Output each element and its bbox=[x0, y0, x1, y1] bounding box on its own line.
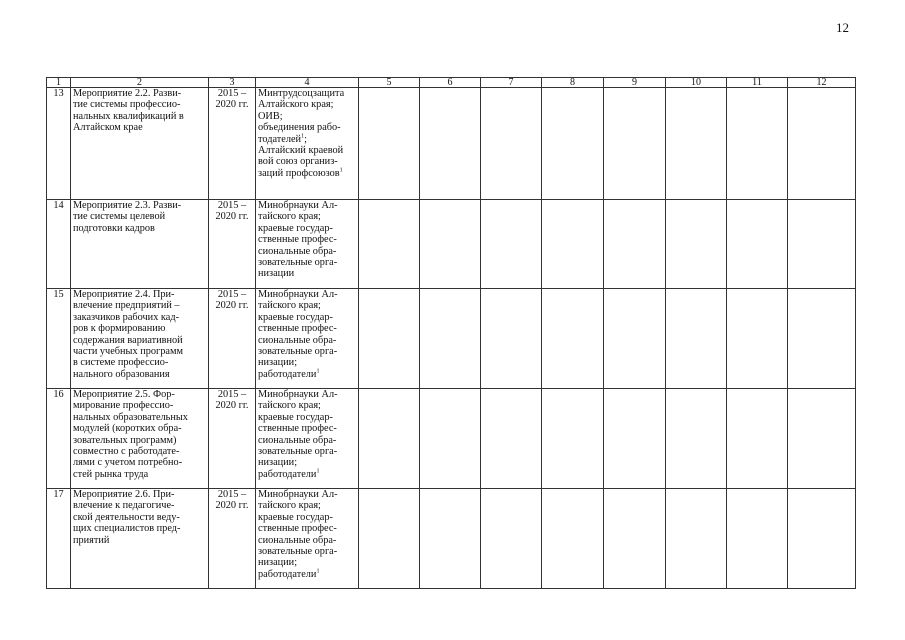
footnote-mark: 1 bbox=[301, 133, 305, 140]
empty-cell bbox=[788, 88, 856, 200]
empty-cell bbox=[727, 88, 788, 200]
table-row bbox=[47, 389, 856, 489]
column-header: 2 bbox=[71, 78, 209, 88]
executor-line: тайского края; bbox=[258, 400, 321, 412]
executor-line: сиональные обра- bbox=[258, 245, 337, 257]
empty-cell bbox=[604, 389, 666, 489]
measure-line: мирование профессио- bbox=[73, 400, 174, 412]
empty-cell bbox=[727, 489, 788, 589]
table-row bbox=[47, 489, 856, 589]
executor-line: краевые государ- bbox=[258, 311, 333, 323]
measure-line: подготовки кадров bbox=[73, 222, 155, 234]
measure-cell bbox=[71, 200, 209, 289]
measure-line: приятий bbox=[73, 534, 110, 546]
executor-line: низации; bbox=[258, 557, 298, 569]
executor-text: тодателей bbox=[258, 133, 302, 145]
executor-text: работодатели bbox=[258, 468, 317, 480]
executors-cell bbox=[256, 389, 359, 489]
footnote-mark: 1 bbox=[316, 368, 320, 375]
executor-line: сиональные обра- bbox=[258, 334, 337, 346]
measure-line: Мероприятие 2.4. При- bbox=[73, 289, 175, 300]
period-cell bbox=[209, 389, 256, 489]
executors-cell bbox=[256, 200, 359, 289]
period-cell bbox=[209, 489, 256, 589]
executor-line: зовательные орга- bbox=[258, 446, 338, 458]
empty-cell bbox=[481, 88, 542, 200]
column-header: 9 bbox=[604, 78, 666, 88]
executor-text: работодатели bbox=[258, 368, 317, 380]
measure-line: Алтайском крае bbox=[73, 122, 143, 134]
empty-cell bbox=[542, 489, 604, 589]
empty-cell bbox=[542, 200, 604, 289]
column-number-row bbox=[47, 78, 856, 88]
row-number: 17 bbox=[47, 489, 71, 589]
executor-line: зовательные орга- bbox=[258, 546, 338, 558]
measure-line: тие системы целевой bbox=[73, 211, 166, 223]
empty-cell bbox=[666, 289, 727, 389]
executor-line bbox=[258, 369, 356, 380]
measure-line: Мероприятие 2.6. При- bbox=[73, 489, 175, 500]
empty-cell bbox=[420, 389, 481, 489]
executor-line: сиональные обра- bbox=[258, 434, 337, 446]
executor-line: ственные профес- bbox=[258, 523, 337, 535]
period-line: 2015 – bbox=[217, 289, 247, 300]
executor-line: Минтрудсоцзащита bbox=[258, 88, 345, 99]
measure-line: в системе профессио- bbox=[73, 357, 169, 369]
measure-line: заказчиков рабочих кад- bbox=[73, 311, 180, 323]
measure-line: тие системы профессио- bbox=[73, 99, 181, 111]
measure-line: нальных квалификаций в bbox=[73, 110, 184, 122]
executor-line: Минобрнауки Ал- bbox=[258, 200, 338, 211]
measure-line: содержания вариативной bbox=[73, 334, 183, 346]
row-number: 16 bbox=[47, 389, 71, 489]
column-header: 3 bbox=[209, 78, 256, 88]
measure-line: лями с учетом потребно- bbox=[73, 457, 183, 469]
table-row bbox=[47, 88, 856, 200]
executor-line: краевые государ- bbox=[258, 511, 333, 523]
period-line: 2015 – bbox=[217, 389, 247, 400]
empty-cell bbox=[481, 200, 542, 289]
period-cell bbox=[209, 289, 256, 389]
empty-cell bbox=[666, 489, 727, 589]
executor-line bbox=[258, 469, 356, 480]
executor-line: Алтайский краевой bbox=[258, 145, 344, 157]
executor-line bbox=[258, 168, 356, 179]
footnote-mark: 1 bbox=[339, 167, 343, 174]
column-header: 8 bbox=[542, 78, 604, 88]
executor-line: ОИВ; bbox=[258, 110, 283, 122]
measure-line: Мероприятие 2.2. Разви- bbox=[73, 88, 182, 99]
executors-cell bbox=[256, 88, 359, 200]
measure-line: стей рынка труда bbox=[73, 468, 149, 480]
column-header: 10 bbox=[666, 78, 727, 88]
empty-cell bbox=[542, 389, 604, 489]
empty-cell bbox=[604, 489, 666, 589]
measure-cell bbox=[71, 389, 209, 489]
executor-line bbox=[258, 569, 356, 580]
measure-line: нального образования bbox=[73, 368, 170, 380]
empty-cell bbox=[666, 88, 727, 200]
period-cell bbox=[209, 200, 256, 289]
empty-cell bbox=[481, 489, 542, 589]
executor-line: вой союз организ- bbox=[258, 156, 338, 168]
empty-cell bbox=[359, 200, 420, 289]
measure-line: Мероприятие 2.5. Фор- bbox=[73, 389, 175, 400]
period-line: 2020 гг. bbox=[215, 300, 249, 312]
empty-cell bbox=[788, 289, 856, 389]
measure-line: Мероприятие 2.3. Разви- bbox=[73, 200, 182, 211]
empty-cell bbox=[666, 389, 727, 489]
column-header: 5 bbox=[359, 78, 420, 88]
measure-line: зовательных программ) bbox=[73, 434, 177, 446]
empty-cell bbox=[788, 489, 856, 589]
empty-cell bbox=[420, 289, 481, 389]
measure-line: части учебных программ bbox=[73, 346, 183, 358]
empty-cell bbox=[359, 389, 420, 489]
empty-cell bbox=[604, 200, 666, 289]
empty-cell bbox=[420, 88, 481, 200]
footnote-mark: 1 bbox=[316, 468, 320, 475]
measure-line: щих специалистов пред- bbox=[73, 523, 181, 535]
column-header: 4 bbox=[256, 78, 359, 88]
executor-line: Минобрнауки Ал- bbox=[258, 389, 338, 400]
column-header: 11 bbox=[727, 78, 788, 88]
measure-cell bbox=[71, 289, 209, 389]
empty-cell bbox=[359, 489, 420, 589]
empty-cell bbox=[359, 289, 420, 389]
executor-line: низации bbox=[258, 268, 295, 280]
page-number: 12 bbox=[836, 20, 849, 35]
column-header: 12 bbox=[788, 78, 856, 88]
empty-cell bbox=[604, 88, 666, 200]
measure-line: ской деятельности веду- bbox=[73, 511, 180, 523]
executor-line: тайского края; bbox=[258, 211, 321, 223]
executor-text: заций профсоюзов bbox=[258, 167, 340, 179]
empty-cell bbox=[359, 88, 420, 200]
measure-line: нальных образовательных bbox=[73, 411, 188, 423]
executor-line: сиональные обра- bbox=[258, 534, 337, 546]
period-line: 2020 гг. bbox=[215, 99, 249, 111]
footnote-mark: 1 bbox=[316, 568, 320, 575]
measure-line: влечение предприятий – bbox=[73, 300, 180, 312]
executor-line: тодателей$^1$; bbox=[258, 133, 307, 145]
empty-cell bbox=[481, 289, 542, 389]
empty-cell bbox=[542, 289, 604, 389]
executor-line: тайского края; bbox=[258, 500, 321, 512]
table-row bbox=[47, 289, 856, 389]
measure-line: влечение к педагогиче- bbox=[73, 500, 175, 512]
executor-line: зовательные орга- bbox=[258, 346, 338, 358]
empty-cell bbox=[788, 389, 856, 489]
executor-text: работодатели bbox=[258, 568, 317, 580]
executors-cell bbox=[256, 289, 359, 389]
executor-line: Алтайского края; bbox=[258, 99, 334, 111]
measure-cell bbox=[71, 489, 209, 589]
row-number: 14 bbox=[47, 200, 71, 289]
executor-line: зовательные орга- bbox=[258, 257, 338, 269]
empty-cell bbox=[727, 289, 788, 389]
column-header: 6 bbox=[420, 78, 481, 88]
empty-cell bbox=[481, 389, 542, 489]
executor-line: Минобрнауки Ал- bbox=[258, 489, 338, 500]
empty-cell bbox=[727, 389, 788, 489]
column-header: 1 bbox=[47, 78, 71, 88]
executor-line: объединения рабо- bbox=[258, 122, 341, 134]
row-number: 15 bbox=[47, 289, 71, 389]
empty-cell bbox=[542, 88, 604, 200]
period-line: 2015 – bbox=[217, 88, 247, 99]
empty-cell bbox=[727, 200, 788, 289]
executor-line: краевые государ- bbox=[258, 411, 333, 423]
executors-cell bbox=[256, 489, 359, 589]
measure-cell bbox=[71, 88, 209, 200]
empty-cell bbox=[420, 489, 481, 589]
executor-line: Минобрнауки Ал- bbox=[258, 289, 338, 300]
period-line: 2020 гг. bbox=[215, 211, 249, 223]
executor-line: краевые государ- bbox=[258, 222, 333, 234]
executor-line: ственные профес- bbox=[258, 234, 337, 246]
period-line: 2020 гг. bbox=[215, 500, 249, 512]
measure-line: совместно с работодате- bbox=[73, 446, 180, 458]
period-line: 2015 – bbox=[217, 489, 247, 500]
row-number: 13 bbox=[47, 88, 71, 200]
period-line: 2015 – bbox=[217, 200, 247, 211]
executor-line: ственные профес- bbox=[258, 423, 337, 435]
executor-line: ственные профес- bbox=[258, 323, 337, 335]
empty-cell bbox=[666, 200, 727, 289]
table-row bbox=[47, 200, 856, 289]
executor-line: тайского края; bbox=[258, 300, 321, 312]
period-line: 2020 гг. bbox=[215, 400, 249, 412]
executor-line: низации; bbox=[258, 457, 298, 469]
measures-table bbox=[46, 77, 856, 589]
measure-line: ров к формированию bbox=[73, 323, 166, 335]
measure-line: модулей (коротких обра- bbox=[73, 423, 182, 435]
empty-cell bbox=[420, 200, 481, 289]
period-cell bbox=[209, 88, 256, 200]
executor-line: низации; bbox=[258, 357, 298, 369]
empty-cell bbox=[788, 200, 856, 289]
empty-cell bbox=[604, 289, 666, 389]
column-header: 7 bbox=[481, 78, 542, 88]
